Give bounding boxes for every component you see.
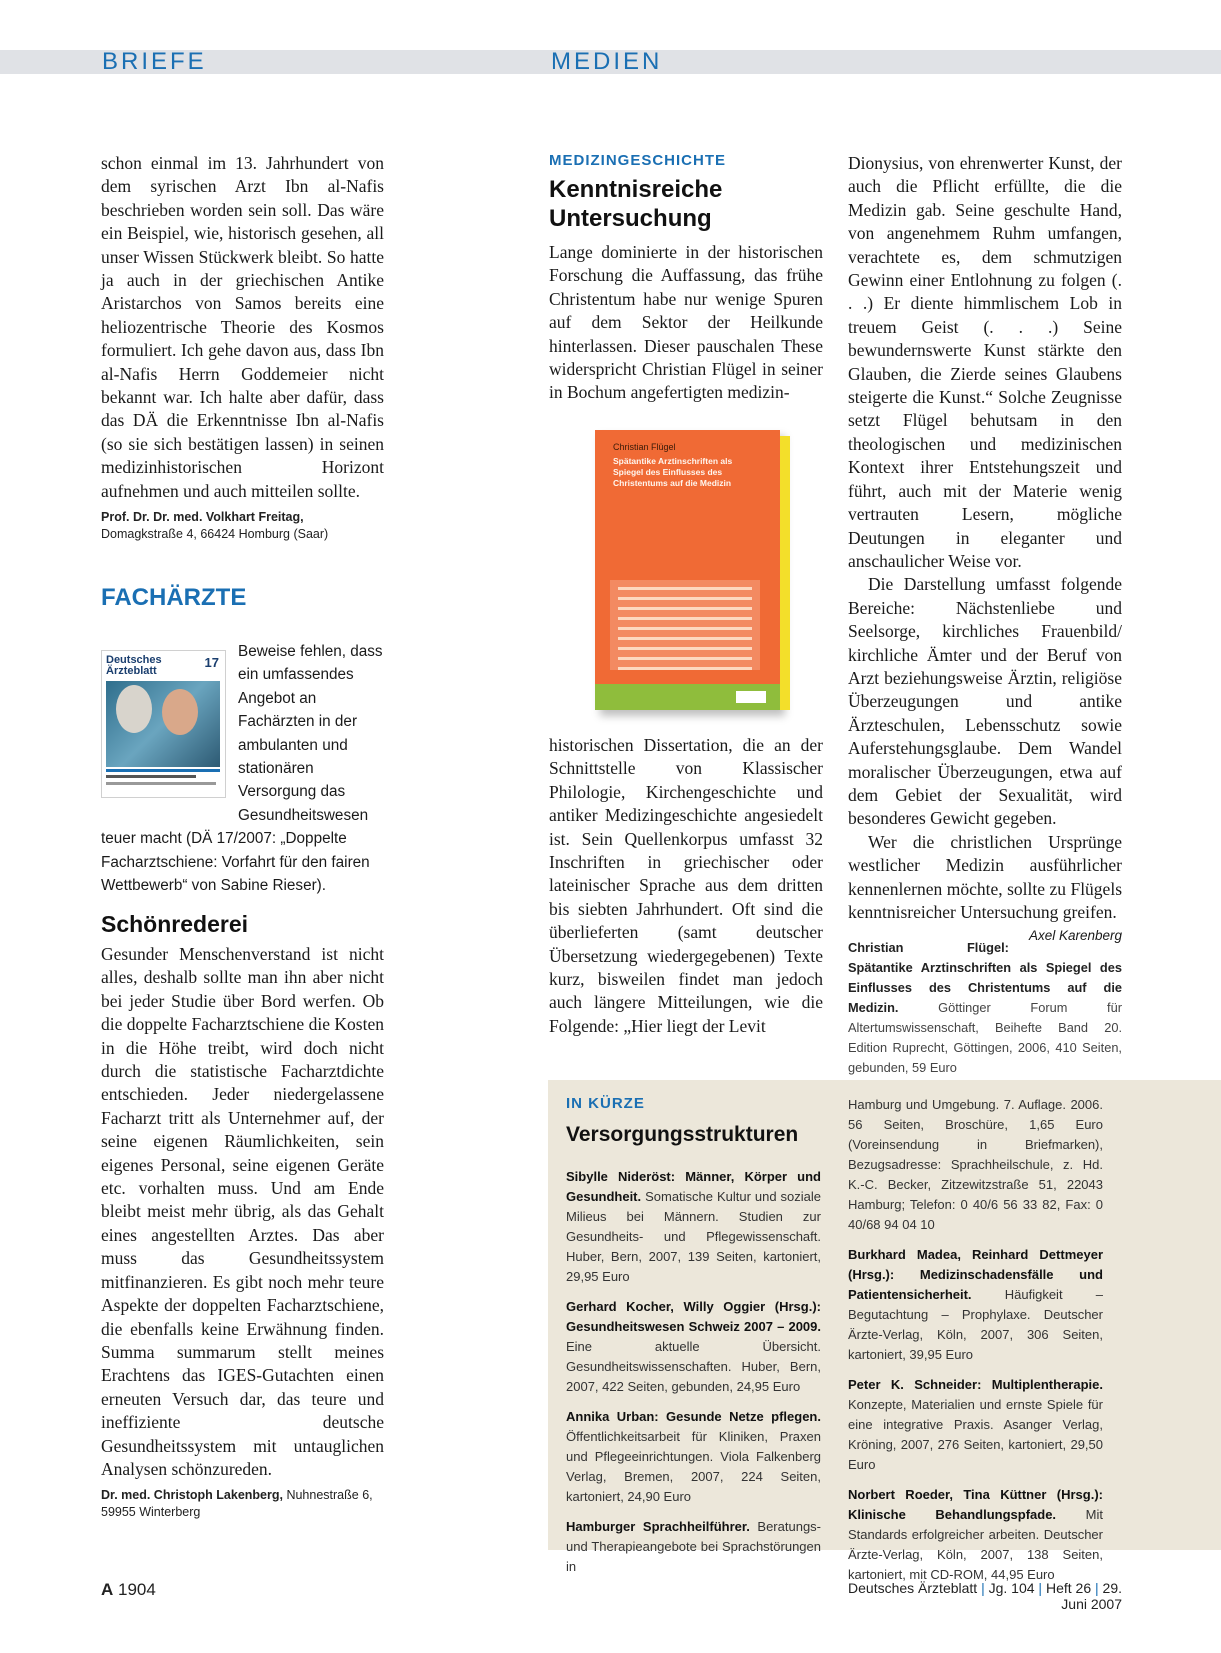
review-text: Lange dominierte in der historischen Forschung die Auffassung, das frühe Christentum habe nur wenige Spuren auf dem Sektor der Heilkunde hinterlassen. Dieser pauschalen These widerspricht Christian Flügel in seiner in Bochum angefertigten medizin- [549,242,823,403]
letter-signature: Dr. med. Christoph Lakenberg, Nuhnestraße 6, 59955 Winterberg [101,1488,373,1520]
book-listing: Peter K. Schneider: Multiplentherapie. Konzepte, Materialien und ernste Spiele für eine integrative Praxis. Asanger Verlag, Kröning, 2007, 276 Seiten, kartoniert, 29,50 Euro [848,1377,1103,1472]
letter-address: Domagkstraße 4, 66424 Homburg (Saar) [101,527,329,542]
letter-fachaerzte-body [101,640,384,897]
review-text: Die Darstellung umfasst folgende Bereiche: Nächstenliebe und Seelsorge, kirchliches Frauenbild/ kirchliche Ämter und der Beruf von Arzt beziehungsweise Ärztin, religiöse Überzeugungen und antike Ärzteschulen, Lebensschutz sowie Auferstehungsglaube. Dem Wandel moralischer Überzeugungen, etwa auf dem Gebiet der Sexualität, wird besonderes Gewicht gegeben. [848,574,1122,829]
in-kuerze-left [566,1095,821,1577]
review-kicker: MEDIZINGESCHICHTE [549,152,727,169]
journal-footer: Deutsches Ärzteblatt | Jg. 104 | Heft 26 | 29. Juni 2007 [848,1580,1122,1612]
magazine-name: Deutsches Ärzteblatt [106,654,162,677]
letter-text: Gesunder Menschenverstand ist nicht alles, deshalb sollte man ihn aber nicht bei jeder Studie über Bord werfen. Ob die doppelte Facharztschiene die Kosten in die Höhe treibt, wird doch nicht durch die statistische Facharztdichte entschieden. Jeder niedergelassene Facharzt tritt als Unternehmer auf, der seine eigenen Räumlichkeiten, sein eigenes Personal, seine eigenen Geräte etc. vorhalten muss. Und am Ende bleibt meist mehr übrig, als das Gehalt eines angestellten Arztes. Das aber muss das Gesundheitssystem mitfinanzieren. Es gibt noch mehr teure Aspekte der doppelten Facharztschiene, die ebenfalls keine Erwähnung finden. Summa summarum stellt meines Erachtens das IGES-Gutachten einen erneuten Versuch dar, das teure und ineffiziente deutsche Gesundheitssystem mit untauglichen Analysen schönzureden. [101,944,384,1479]
book-spine [780,436,790,710]
book-cover-title: Spätantike Arztinschriften als Spiegel des Einflusses des Christentums auf die Medizin [613,456,733,488]
in-kuerze-right [848,1095,1103,1585]
book-listing: Gerhard Kocher, Willy Oggier (Hrsg.): Gesundheitswesen Schweiz 2007 – 2009. Eine aktuelle Übersicht. Gesundheitswissenschaften. Huber, Bern, 2007, 422 Seiten, gebunden, 24,95 Euro [566,1299,821,1394]
review-column-2 [848,152,1122,1078]
review-title: Kenntnisreiche Untersuchung [549,176,723,232]
publisher-logo [736,691,766,703]
book-listing: Burkhard Madea, Reinhard Dettmeyer (Hrsg.): Medizinschadensfälle und Patientensicherheit. Häufigkeit – Begutachtung – Prophylaxe. Deutscher Ärzte-Verlag, Köln, 2007, 306 Seiten, kartoniert, 39,95 Euro [848,1247,1103,1362]
book-bibliography: Christian Flügel: Spätantike Arztinschriften als Spiegel des Einflusses des Christentums auf die Medizin. Göttinger Forum für Altertumswissenschaft, Beihefte Band 20. Edition Ruprecht, Göttingen, 2006, 410 Seiten, gebunden, 59 Euro [848,940,1122,1076]
in-kuerze-kicker: IN KÜRZE [566,1095,645,1112]
review-text: Wer die christlichen Ursprünge westlicher Medizin ausführlicher kennenlernen möchte, sollte zu Flügels kenntnisreicher Untersuchung greifen. Axel Karenberg [848,831,1122,925]
review-text: historischen Dissertation, die an der Schnittstelle von Klassischer Philologie, Kirchengeschichte und antiker Medizingeschichte angesiedelt ist. Sein Quellenkorpus umfasst 32 Inschriften in griechischer oder lateinischer Sprache aus dem dritten bis siebten Jahrhundert. Oft sind die überlieferten (samt deutscher Übersetzung wiedergegebenen) Texte kurz, bisweilen findet man jedoch auch längere Mitteilungen, wie die Folgende: „Hier liegt der Levit [549,735,823,1036]
letter-signature [101,509,384,543]
letters-column [101,152,384,612]
book-listing: Sibylle Nideröst: Männer, Körper und Gesundheit. Somatische Kultur und soziale Milieus bei Männern. Studien zur Gesundheits- und Pflegewissenschaft. Huber, Bern, 2007, 139 Seiten, kartoniert, 29,95 Euro [566,1169,821,1284]
book-cover-author: Christian Flügel [613,442,676,452]
journal-date: 29. Juni 2007 [1061,1580,1122,1612]
section-label-briefe: BRIEFE [102,48,207,75]
book-listing: Hamburg und Umgebung. 7. Auflage. 2006. 56 Seiten, Broschüre, 1,65 Euro (Voreinsendung in Briefmarken), Bezugsadresse: Sprachheilschule, z. Hd. K.-C. Becker, Zitzewitzstraße 51, 22043 Hamburg; Telefon: 0 40/6 56 33 82, Fax: 0 40/68 94 04 10 [848,1097,1103,1232]
book-listing: Hamburger Sprachheilführer. Beratungs- und Therapieangebote bei Sprachstörungen in [566,1519,821,1574]
section-label-medien: MEDIEN [551,48,663,75]
book-cover-image [595,430,780,710]
journal-issue: Heft 26 [1045,1580,1092,1596]
letter-author: Prof. Dr. Dr. med. Volkhart Freitag, [101,510,304,525]
letter-text: Beweise fehlen, dass ein umfassendes Angebot an Fachärzten in der ambulanten und stationären Versorgung das Gesundheitswesen teuer macht (DÄ 17/2007: „Doppelte Facharztschiene: Vorfahrt für den fairen Wettbewerb“ von Sabine Rieser). [101,643,383,895]
review-column-1 [549,152,823,405]
reviewer-name: Axel Karenberg [1028,928,1122,944]
letter-author: Dr. med. Christoph Lakenberg, [101,1488,283,1503]
letter-text: schon einmal im 13. Jahrhundert von dem syrischen Arzt Ibn al-Nafis beschrieben worden sein soll. Das wäre ein Beispiel, wie, historisch gesehen, all unser Wissen Stückwerk bleibt. So hatte ja auch in der griechischen Antike Aristarchos von Samos bereits eine heliozentrische Theorie des Kosmos formuliert. Ich gehe davon aus, dass Ibn al-Nafis Herrn Goddemeier nicht bekannt war. Ich halte aber dafür, dass das DÄ die Erkenntnisse Ibn al-Nafis (so sie sich bestätigen lassen) in seinen medizinhistorischen Horizont aufnehmen und auch mitteilen sollte. [101,153,384,501]
page-number: A 1904 [101,1580,156,1599]
magazine-issue-number: 17 [204,655,219,670]
letter-heading-fachaerzte: FACHÄRZTE [101,584,247,612]
cover-float-spacer [101,640,238,806]
letter-schoenrederei [101,910,384,1521]
letter-heading-schoenrederei: Schönrederei [101,911,248,937]
journal-name: Deutsches Ärzteblatt [848,1580,978,1596]
journal-volume: Jg. 104 [988,1580,1035,1596]
review-column-1-continued [549,734,823,1038]
book-cover-text-block [610,580,760,670]
review-text: Dionysius, von ehrenwerter Kunst, der auch die Pflicht erfüllte, die die Medizin gab. Seine geschulte Hand, von angenehmem Ruhm umfangen, verachtete es, dem schmutzigen Gewinn einer Entlohnung zu folgen (. . .) Er diente himmlischem Lob in treuem Geist (. . .) Seine bewundernswerte Kunst stärkte den Glauben, die Zierde seines Glaubens steigerte die Kunst.“ Solche Zeugnisse setzt Flügel behutsam in den theologischen und medizinischen Kontext ihrer Entstehungszeit und führt, auch mit der Materie wenig vertrauten Lesern, mögliche Deutungen in eleganter und anschaulicher Weise vor. [848,153,1122,571]
book-listing: Annika Urban: Gesunde Netze pflegen. Öffentlichkeitsarbeit für Kliniken, Praxen und Pflegeeinrichtungen. Viola Falkenberg Verlag, Bremen, 2007, 224 Seiten, kartoniert, 24,90 Euro [566,1409,821,1504]
letter-address: 59955 Winterberg [101,1505,201,1520]
in-kuerze-title: Versorgungsstrukturen [566,1123,799,1146]
book-listing: Norbert Roeder, Tina Küttner (Hrsg.): Klinische Behandlungspfade. Mit Standards erfolgreicher arbeiten. Deutscher Ärzte-Verlag, Köln, 2007, 138 Seiten, kartoniert, mit CD-ROM, 44,95 Euro [848,1487,1103,1582]
